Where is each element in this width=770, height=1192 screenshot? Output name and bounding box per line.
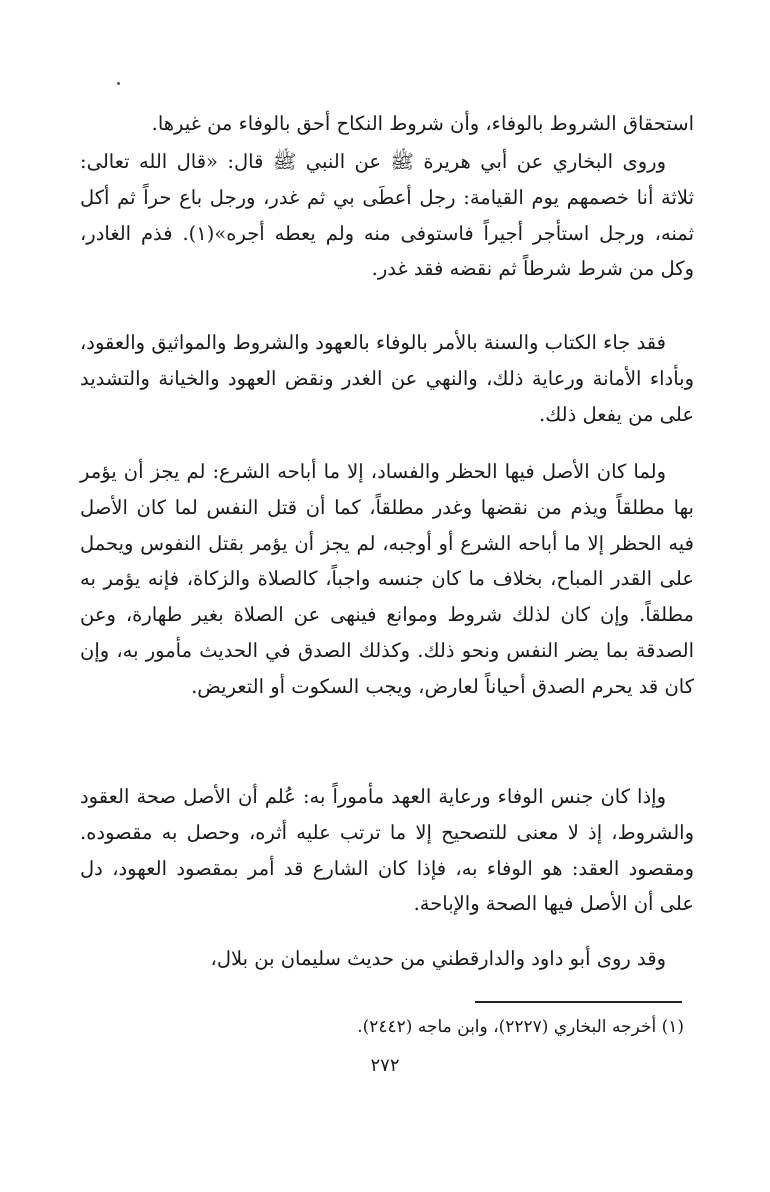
paragraph-1-text: استحقاق الشروط بالوفاء، وأن شروط النكاح أحق بالوفاء من غيرها. — [151, 112, 694, 135]
paragraph-3-text: فقد جاء الكتاب والسنة بالأمر بالوفاء بالعهود والشروط والمواثيق والعقود، وبأداء الأمانة ورعاية ذلك، والنهي عن الغدر ونقض العهود والخيانة والتشديد على من يفعل ذلك. — [80, 331, 694, 426]
paragraph-5 — [80, 779, 694, 922]
page-mark — [117, 82, 120, 85]
footnote: (١) أخرجه البخاري (٢٢٢٧)، وابن ماجه (٢٤٤٢). — [357, 1017, 684, 1037]
paragraph-2 — [80, 144, 694, 287]
paragraph-2-text: وروى البخاري عن أبي هريرة ﷺ عن النبي ﷺ قال: «قال الله تعالى: ثلاثة أنا خصمهم يوم القيامة: رجل أعطَى بي ثم غدر، ورجل باع حراً ثم أكل ثمنه، ورجل استأجر أجيراً فاستوفى منه ولم يعطه أجره»(١). فذم الغادر، وكل من شرط شرطاً ثم نقضه فقد غدر. — [80, 150, 695, 281]
paragraph-1 — [80, 106, 694, 142]
paragraph-5-text: وإذا كان جنس الوفاء ورعاية العهد مأموراً به: عُلم أن الأصل صحة العقود والشروط، إذ لا معنى للتصحيح إلا ما ترتب عليه أثره، وحصل به مقصوده. ومقصود العقد: هو الوفاء به، فإذا كان الشارع قد أمر بمقصود العهود، دل على أن الأصل فيها الصحة والإباحة. — [80, 785, 694, 916]
page-number: ٢٧٢ — [370, 1055, 400, 1076]
paragraph-3 — [80, 325, 694, 432]
paragraph-6 — [80, 941, 694, 977]
paragraph-4-text: ولما كان الأصل فيها الحظر والفساد، إلا ما أباحه الشرع: لم يجز أن يؤمر بها مطلقاً ويذم من نقضها وغدر مطلقاً، كما أن قتل النفس لما كان الأصل فيه الحظر إلا ما أباحه الشرع أو أوجبه، لم يجز أن يؤمر بقتل النفوس ويحمل على القدر المباح، بخلاف ما كان جنسه واجباً، كالصلاة والزكاة، فإنه يؤمر به مطلقاً. وإن كان لذلك شروط وموانع فينهى عن الصلاة بغير طهارة، وعن الصدقة بما يضر النفس ونحو ذلك. وكذلك الصدق في الحديث مأمور به، وإن كان قد يحرم الصدق أحياناً لعارض، ويجب السكوت أو التعريض. — [80, 460, 694, 698]
paragraph-6-text: وقد روى أبو داود والدارقطني من حديث سليمان بن بلال، — [210, 947, 666, 970]
paragraph-4 — [80, 454, 694, 705]
footnote-divider — [475, 1001, 682, 1003]
